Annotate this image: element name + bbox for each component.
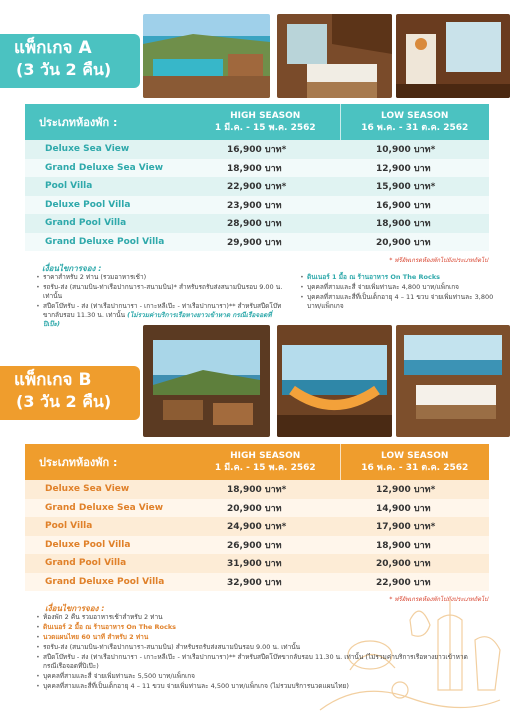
high-price: 26,900 บาท <box>227 540 282 551</box>
room-name: Grand Deluxe Pool Villa <box>45 236 165 247</box>
high-season-label: HIGH SEASON <box>230 111 301 121</box>
header-low-season <box>341 444 490 480</box>
condition-text: รถรับ-ส่ง (สนามบิน-ท่าเรือปากนารา-สนามบิน) สำหรับรถรับส่งสนามบินรอบ 9.00 น. เท่านั้น <box>43 643 301 651</box>
list-item <box>300 273 500 282</box>
table-row <box>25 554 489 573</box>
package-a-banner <box>0 34 140 88</box>
upgrade-note: * ฟรีอัพเกรดห้องพักไปยังประเภทถัดไป <box>389 257 488 264</box>
room-name: Deluxe Pool Villa <box>45 539 131 550</box>
low-price: 12,900 บาท* <box>376 485 436 496</box>
package-a-title: แพ็กเกจ A <box>14 38 92 58</box>
high-season-label: HIGH SEASON <box>230 451 301 461</box>
package-b-subtitle: (3 วัน 2 คืน) <box>16 392 112 411</box>
room-name: Deluxe Sea View <box>45 144 130 155</box>
low-price: 20,900 บาท <box>376 237 431 248</box>
room-name: Grand Deluxe Pool Villa <box>45 576 165 587</box>
list-item <box>36 633 476 642</box>
low-price: 18,900 บาท <box>376 540 431 551</box>
conditions-list-left <box>36 273 286 330</box>
low-price: 14,900 บาท <box>376 503 431 514</box>
low-season-label: LOW SEASON <box>381 451 449 461</box>
table-row <box>25 159 489 178</box>
table-row <box>25 140 489 159</box>
header-high-season <box>191 444 341 480</box>
condition-text: บุคคลที่สามและสี่ที่เป็นเด็กอายุ 4 – 11 ขวบ จ่ายเพิ่มท่านละ 4,500 บาท/แพ็กเกจ (ไม่รวมบริการนวดแผนไทย) <box>43 682 349 690</box>
table-row <box>25 517 489 536</box>
table-row <box>25 499 489 518</box>
low-price: 12,900 บาท <box>376 163 431 174</box>
list-item <box>36 613 476 622</box>
room-name: Grand Deluxe Sea View <box>45 162 164 173</box>
table-row <box>25 177 489 196</box>
low-season-label: LOW SEASON <box>381 111 449 121</box>
room-name: Grand Pool Villa <box>45 218 127 229</box>
list-item: • ราคาสำหรับ 2 ท่าน (รวมอาหารเช้า) <box>36 273 286 282</box>
condition-text: บุคคลที่สามและสี่ที่เป็นเด็กอายุ 4 – 11 ขวบ จ่ายเพิ่มท่านละ 3,800 บาท/แพ็กเกจ <box>307 293 494 310</box>
conditions-title: เงื่อนไขการจอง : <box>45 604 105 613</box>
condition-highlight: นวดแผนไทย 60 นาที สำหรับ 2 ท่าน <box>43 633 149 641</box>
high-price: 18,900 บาท <box>227 163 282 174</box>
list-item <box>36 653 476 671</box>
table-row <box>25 233 489 252</box>
low-price: 17,900 บาท* <box>376 522 436 533</box>
photo-balcony-view <box>143 325 270 437</box>
header-room-type: ประเภทห้องพัก : <box>39 456 118 469</box>
room-name: Pool Villa <box>45 181 93 192</box>
high-price: 24,900 บาท* <box>227 522 287 533</box>
package-b-title: แพ็กเกจ B <box>14 370 92 390</box>
low-price: 15,900 บาท* <box>376 182 436 193</box>
high-price: 32,900 บาท <box>227 577 282 588</box>
table-body <box>25 480 489 591</box>
high-price: 16,900 บาท* <box>227 145 287 156</box>
room-name: Grand Pool Villa <box>45 558 127 569</box>
package-b-price-table <box>25 444 489 591</box>
photo-hammock <box>277 325 392 437</box>
header-room-type: ประเภทห้องพัก : <box>39 116 118 129</box>
table-row <box>25 480 489 499</box>
high-season-dates: 1 มี.ค. - 15 พ.ค. 2562 <box>214 123 316 133</box>
room-name: Pool Villa <box>45 521 93 532</box>
list-item <box>36 643 476 652</box>
condition-text: บุคคลที่สามและสี่ จ่ายเพิ่มท่านละ 4,800 บาท/แพ็กเกจ <box>307 283 459 291</box>
condition-highlight: ดินเนอร์ 2 มื้อ ณ ร้านอาหาร On The Rocks <box>43 623 177 631</box>
header-high-season <box>191 104 341 140</box>
package-b-banner <box>0 366 140 420</box>
room-name: Deluxe Sea View <box>45 484 130 495</box>
condition-extra: (ไม่รวมค่าบริการเรือหางยาวเข้าหาด กรณีเรือจอดที่ปิเป๊ะ) <box>43 311 272 328</box>
table-header <box>25 444 489 480</box>
list-item: • รถรับ-ส่ง (สนามบิน-ท่าเรือปากนารา-สนามบิน)* สำหรับรถรับส่งสนามบินรอบ 9.00 น. เท่านั้น <box>36 283 286 301</box>
table-row <box>25 536 489 555</box>
low-price: 16,900 บาท <box>376 200 431 211</box>
low-price: 18,900 บาท <box>376 219 431 230</box>
low-price: 20,900 บาท <box>376 559 431 570</box>
table-row <box>25 196 489 215</box>
condition-text: สปีดโบ๊ทรับ - ส่ง (ท่าเรือปากนารา - เกาะหลีเป๊ะ - ท่าเรือปากนารา)** สำหรับสปีดโบ๊ทขากลับรอบ 11.30 น. เท่านั้น <box>43 302 282 319</box>
table-row <box>25 214 489 233</box>
conditions-title: เงื่อนไขการจอง : <box>42 264 102 273</box>
table-body <box>25 140 489 251</box>
high-season-dates: 1 มี.ค. - 15 พ.ค. 2562 <box>214 463 316 473</box>
high-price: 23,900 บาท <box>227 200 282 211</box>
upgrade-note: * ฟรีอัพเกรดห้องพักไปยังประเภทถัดไป <box>389 596 488 603</box>
list-item <box>36 682 476 691</box>
low-season-dates: 16 พ.ค. - 31 ต.ค. 2562 <box>361 123 469 133</box>
high-price: 22,900 บาท* <box>227 182 287 193</box>
low-season-dates: 16 พ.ค. - 31 ต.ค. 2562 <box>361 463 469 473</box>
high-price: 20,900 บาท <box>227 503 282 514</box>
low-price: 22,900 บาท <box>376 577 431 588</box>
high-price: 18,900 บาท* <box>227 485 287 496</box>
package-a-price-table <box>25 104 489 251</box>
condition-text: บุคคลที่สามและสี่ จ่ายเพิ่มท่านละ 5,500 บาท/แพ็กเกจ <box>43 672 195 680</box>
condition-text: ห้องพัก 2 คืน รวมอาหารเช้าสำหรับ 2 ท่าน <box>43 613 163 621</box>
low-price: 10,900 บาท* <box>376 145 436 156</box>
header-low-season <box>341 104 490 140</box>
conditions-list-b <box>36 613 476 692</box>
high-price: 29,900 บาท <box>227 237 282 248</box>
condition-text: สปีดโบ๊ทรับ - ส่ง (ท่าเรือปากนารา - เกาะหลีเป๊ะ - ท่าเรือปากนารา)** สำหรับสปีดโบ๊ทขากลับรอบ 11.30 น. เท่านั้น (ไม่รวมค่าบริการเรือหางยาวเข้าหาด กรณีเรือจอดที่ปิเป๊ะ) <box>43 653 468 670</box>
photo-pool-deck <box>143 14 270 98</box>
condition-highlight: ดินเนอร์ 1 มื้อ ณ ร้านอาหาร On The Rocks <box>307 273 441 281</box>
package-a-subtitle: (3 วัน 2 คืน) <box>16 60 112 79</box>
high-price: 28,900 บาท <box>227 219 282 230</box>
conditions-list-right <box>300 273 500 312</box>
list-item <box>300 283 500 292</box>
list-item <box>36 672 476 681</box>
room-name: Deluxe Pool Villa <box>45 199 131 210</box>
table-header <box>25 104 489 140</box>
high-price: 31,900 บาท <box>227 559 282 570</box>
photo-pool-villa-bed <box>396 325 510 437</box>
list-item <box>300 293 500 311</box>
list-item <box>36 623 476 632</box>
photo-bedroom <box>277 14 392 98</box>
room-name: Grand Deluxe Sea View <box>45 502 164 513</box>
photo-villa-interior <box>396 14 510 98</box>
